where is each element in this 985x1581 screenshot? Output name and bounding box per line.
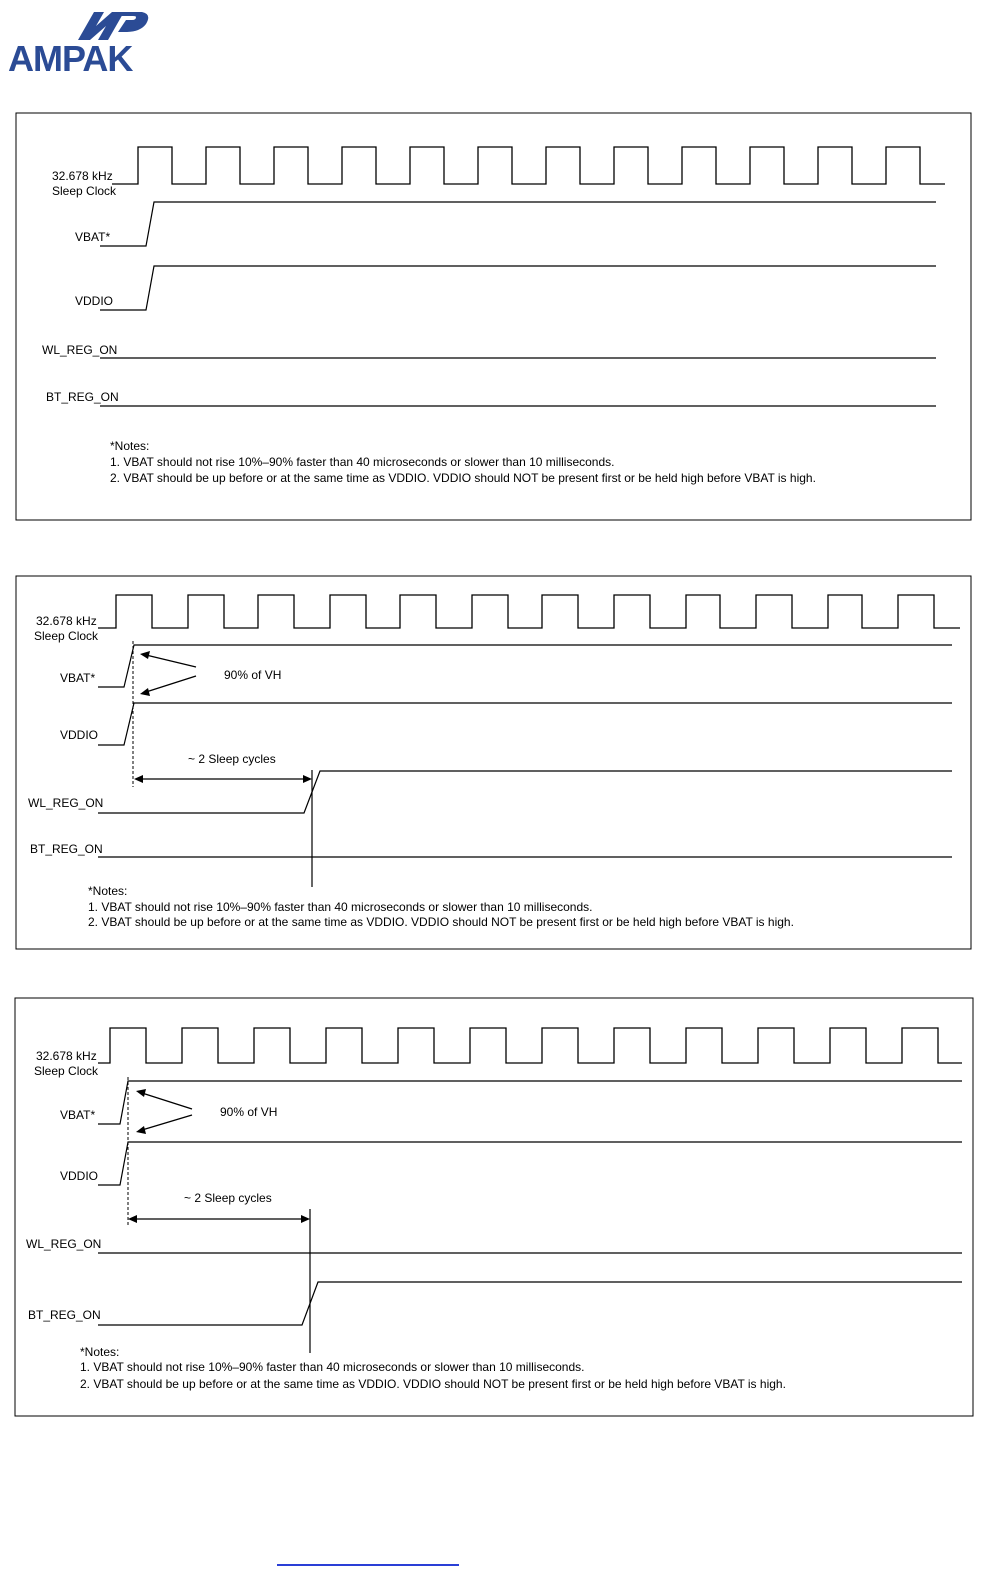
footer-link-underline[interactable] — [277, 1564, 459, 1566]
note-1: 1. VBAT should not rise 10%–90% faster than 40 microseconds or slower than 10 milliseconds. — [88, 900, 593, 914]
cycles-label: ~ 2 Sleep cycles — [188, 752, 276, 766]
note-2: 2. VBAT should be up before or at the same time as VDDIO. VDDIO should NOT be present first or be held high before VBAT is high. — [88, 915, 794, 929]
signal-label-wl-reg-on: WL_REG_ON — [26, 1237, 102, 1251]
clock-label-1: 32.678 kHz — [52, 169, 113, 183]
ampak-logo-mark-icon — [60, 8, 150, 42]
note-2: 2. VBAT should be up before or at the same time as VDDIO. VDDIO should NOT be present first or be held high before VBAT is high. — [80, 1377, 786, 1391]
ampak-logo — [8, 8, 158, 78]
notes-title: *Notes: — [80, 1345, 120, 1359]
signal-label-vbat: VBAT* — [60, 1108, 96, 1122]
diagram-frame — [15, 998, 973, 1416]
signal-label-vddio: VDDIO — [60, 1169, 99, 1183]
note-2: 2. VBAT should be up before or at the same time as VDDIO. VDDIO should NOT be present first or be held high before VBAT is high. — [110, 471, 816, 485]
clock-label-1: 32.678 kHz — [36, 1049, 97, 1063]
clock-label-2: Sleep Clock — [34, 629, 99, 643]
diagram-frame — [16, 576, 971, 949]
clock-label-2: Sleep Clock — [52, 184, 117, 198]
signal-label-vddio: VDDIO — [75, 294, 114, 308]
signal-label-wl-reg-on: WL_REG_ON — [28, 796, 104, 810]
signal-label-bt-reg-on: BT_REG_ON — [46, 390, 119, 404]
timing-diagram-2 — [0, 575, 985, 955]
notes-title: *Notes: — [88, 884, 128, 898]
clock-label-2: Sleep Clock — [34, 1064, 99, 1078]
clock-label-1: 32.678 kHz — [36, 614, 97, 628]
timing-diagram-3 — [0, 997, 985, 1422]
cycles-label: ~ 2 Sleep cycles — [184, 1191, 272, 1205]
signal-label-bt-reg-on: BT_REG_ON — [30, 842, 103, 856]
signal-label-vbat: VBAT* — [75, 230, 111, 244]
signal-label-bt-reg-on: BT_REG_ON — [28, 1308, 101, 1322]
vh-label: 90% of VH — [224, 668, 282, 682]
signal-label-vddio: VDDIO — [60, 728, 99, 742]
timing-diagram-1 — [0, 110, 985, 525]
note-1: 1. VBAT should not rise 10%–90% faster than 40 microseconds or slower than 10 milliseconds. — [80, 1360, 585, 1374]
vh-label: 90% of VH — [220, 1105, 278, 1119]
logo-text: AMPAK — [8, 38, 133, 79]
signal-label-wl-reg-on: WL_REG_ON — [42, 343, 118, 357]
note-1: 1. VBAT should not rise 10%–90% faster than 40 microseconds or slower than 10 milliseconds. — [110, 455, 615, 469]
notes-title: *Notes: — [110, 439, 150, 453]
signal-label-vbat: VBAT* — [60, 671, 96, 685]
